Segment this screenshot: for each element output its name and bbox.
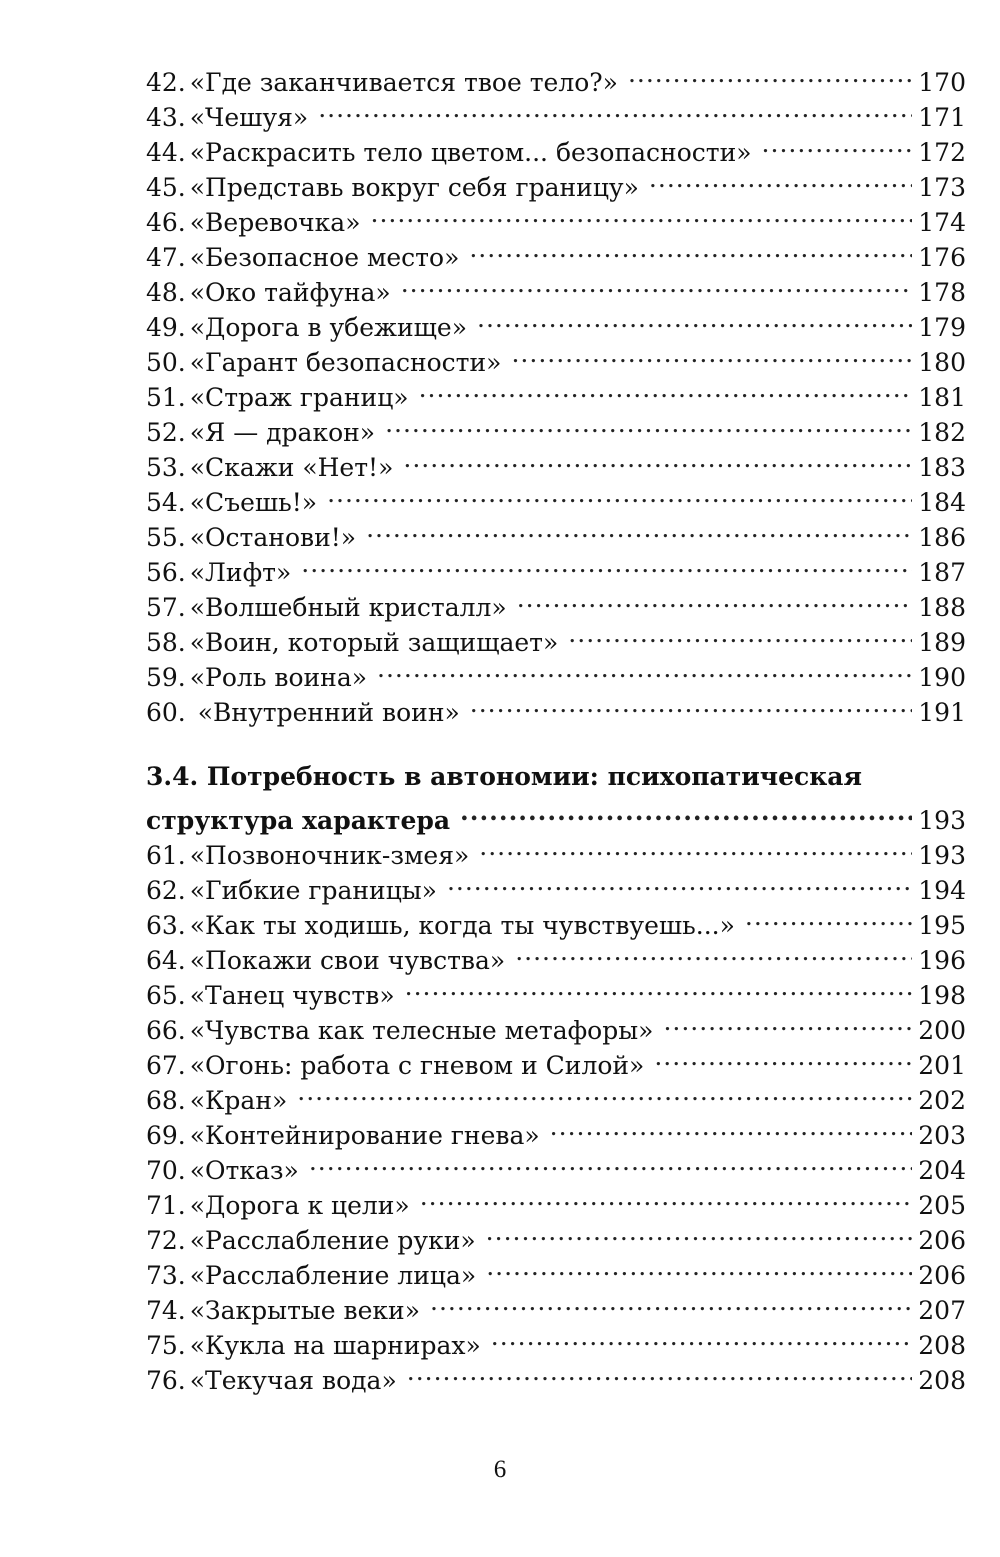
toc-entry-number: 51.	[146, 383, 186, 412]
dot-leader	[745, 899, 912, 934]
toc-entry-page: 208	[918, 1366, 966, 1395]
toc-entry-page: 182	[918, 418, 966, 447]
dot-leader	[486, 1214, 912, 1249]
toc-entry-number: 66.	[146, 1016, 186, 1045]
toc-entry-title: «Гибкие границы»	[189, 876, 437, 905]
toc-entry-page: 203	[918, 1121, 966, 1150]
toc-entry-title: «Чувства как телесные метафоры»	[189, 1016, 654, 1045]
toc-entry-number: 74.	[146, 1296, 186, 1325]
toc-entry-number: 46.	[146, 208, 186, 237]
dot-leader	[649, 161, 912, 196]
dot-leader	[419, 371, 912, 406]
dot-leader	[486, 1249, 912, 1284]
toc-list-part1	[146, 56, 966, 727]
toc-entry-number: 71.	[146, 1191, 186, 1220]
toc-entry-title: «Расслабление лица»	[189, 1261, 477, 1290]
toc-entry-page: 204	[918, 1156, 966, 1185]
toc-entry-number: 55.	[146, 523, 186, 552]
toc-entry-title: «Кукла на шарнирах»	[189, 1331, 481, 1360]
toc-entry-title: «Чешуя»	[189, 103, 309, 132]
toc-entry-page: 174	[918, 208, 966, 237]
toc-entry-number: 42.	[146, 68, 186, 97]
section-heading-line1: 3.4. Потребность в автономии: психопатическая	[146, 762, 862, 791]
dot-leader	[477, 301, 912, 336]
toc-entry-title: «Лифт»	[189, 558, 292, 587]
toc-entry-page: 200	[918, 1016, 966, 1045]
dot-leader	[366, 511, 912, 546]
toc-entry-number: 76.	[146, 1366, 186, 1395]
dot-leader	[420, 1179, 912, 1214]
toc-entry-number: 67.	[146, 1051, 186, 1080]
toc-entry-page: 198	[918, 981, 966, 1010]
toc-entry-page: 207	[918, 1296, 966, 1325]
toc-entry-page: 178	[918, 278, 966, 307]
toc-section	[146, 759, 966, 835]
toc-entry-title: «Я — дракон»	[189, 418, 376, 447]
toc-entry-title: «Волшебный кристалл»	[189, 593, 507, 622]
toc-entry-page: 193	[918, 841, 966, 870]
toc-entry-number: 60.	[146, 698, 186, 727]
dot-leader	[470, 686, 912, 721]
toc-entry-title: «Воин, который защищает»	[189, 628, 559, 657]
page-number: 6	[493, 1456, 507, 1483]
toc-entry-number: 63.	[146, 911, 186, 940]
dot-leader	[318, 91, 912, 126]
toc-entry-number: 70.	[146, 1156, 186, 1185]
toc-entry-title: «Съешь!»	[189, 488, 318, 517]
toc-entry-title: «Дорога к цели»	[189, 1191, 410, 1220]
toc-entry-title: «Огонь: работа с гневом и Силой»	[189, 1051, 645, 1080]
toc-entry-title: «Позвоночник-змея»	[189, 841, 470, 870]
toc-entry-page: 179	[918, 313, 966, 342]
dot-leader	[371, 196, 912, 231]
toc-entry-title: «Веревочка»	[189, 208, 361, 237]
toc-entry-page: 208	[918, 1331, 966, 1360]
toc-entry-number: 48.	[146, 278, 186, 307]
toc-entry-page: 187	[918, 558, 966, 587]
toc-entry-page: 183	[918, 453, 966, 482]
section-heading-line2: структура характера	[146, 806, 451, 835]
toc-entry-page: 184	[918, 488, 966, 517]
toc-entry-number: 73.	[146, 1261, 186, 1290]
dot-leader	[301, 546, 912, 581]
toc-entry-title: «Око тайфуна»	[189, 278, 391, 307]
toc-entry-page: 190	[918, 663, 966, 692]
toc-entry-title: «Закрытые веки»	[189, 1296, 420, 1325]
toc-entry-page: 171	[918, 103, 966, 132]
toc-entry	[146, 56, 966, 97]
toc-entry-page: 201	[918, 1051, 966, 1080]
toc-entry-number: 47.	[146, 243, 186, 272]
dot-leader	[377, 651, 912, 686]
toc-entry-title: «Текучая вода»	[189, 1366, 397, 1395]
toc-entry-title: «Страж границ»	[189, 383, 409, 412]
toc-entry-page: 180	[918, 348, 966, 377]
toc-entry-page: 205	[918, 1191, 966, 1220]
dot-leader	[385, 406, 912, 441]
dot-leader	[447, 864, 912, 899]
section-heading-row	[146, 794, 966, 835]
toc-entry-title: «Как ты ходишь, когда ты чувствуешь...»	[189, 911, 735, 940]
toc-entry-number: 58.	[146, 628, 186, 657]
toc-entry-page: 196	[918, 946, 966, 975]
toc-entry-title: «Останови!»	[189, 523, 357, 552]
toc-entry-title: «Расслабление руки»	[189, 1226, 476, 1255]
toc-entry-title: «Танец чувств»	[189, 981, 395, 1010]
toc-entry-page: 202	[918, 1086, 966, 1115]
toc-entry-page: 186	[918, 523, 966, 552]
toc-entry-title: «Гарант безопасности»	[189, 348, 502, 377]
toc-entry-title: «Покажи свои чувства»	[189, 946, 506, 975]
toc-entry-page: 172	[918, 138, 966, 167]
dot-leader	[309, 1144, 912, 1179]
dot-leader	[663, 1004, 912, 1039]
toc-entry-number: 52.	[146, 418, 186, 447]
toc-entry-number: 61.	[146, 841, 186, 870]
dot-leader	[628, 56, 912, 91]
dot-leader	[460, 794, 912, 829]
toc-page	[146, 56, 966, 1395]
toc-entry-number: 50.	[146, 348, 186, 377]
toc-entry-title: «Скажи «Нет!»	[189, 453, 394, 482]
toc-entry-number: 53.	[146, 453, 186, 482]
toc-entry-page: 170	[918, 68, 966, 97]
toc-entry-title: «Дорога в убежище»	[189, 313, 468, 342]
toc-entry-title: «Кран»	[189, 1086, 288, 1115]
toc-entry-number: 65.	[146, 981, 186, 1010]
toc-entry-number: 68.	[146, 1086, 186, 1115]
toc-entry-page: 206	[918, 1226, 966, 1255]
toc-entry-title: «Отказ»	[189, 1156, 299, 1185]
toc-entry-number: 72.	[146, 1226, 186, 1255]
dot-leader	[405, 969, 912, 1004]
toc-entry-title: «Раскрасить тело цветом... безопасности»	[189, 138, 752, 167]
toc-entry-number: 64.	[146, 946, 186, 975]
toc-list-part2	[146, 829, 966, 1395]
toc-entry-page: 194	[918, 876, 966, 905]
dot-leader	[491, 1319, 912, 1354]
toc-entry-page: 188	[918, 593, 966, 622]
dot-leader	[762, 126, 912, 161]
toc-entry-title: «Внутренний воин»	[197, 698, 460, 727]
dot-leader	[568, 616, 912, 651]
toc-entry-number: 59.	[146, 663, 186, 692]
dot-leader	[430, 1284, 912, 1319]
toc-entry-page: 206	[918, 1261, 966, 1290]
toc-entry-number: 56.	[146, 558, 186, 587]
dot-leader	[479, 829, 912, 864]
toc-entry-number: 54.	[146, 488, 186, 517]
toc-entry-title: «Представь вокруг себя границу»	[189, 173, 639, 202]
dot-leader	[654, 1039, 912, 1074]
toc-entry-title: «Где заканчивается твое тело?»	[189, 68, 618, 97]
dot-leader	[327, 476, 912, 511]
toc-entry-number: 43.	[146, 103, 186, 132]
toc-entry-title: «Роль воина»	[189, 663, 368, 692]
dot-leader	[511, 336, 912, 371]
toc-entry-number: 45.	[146, 173, 186, 202]
dot-leader	[515, 934, 912, 969]
toc-entry-page: 195	[918, 911, 966, 940]
toc-entry-page: 173	[918, 173, 966, 202]
toc-entry-title: «Безопасное место»	[189, 243, 460, 272]
dot-leader	[517, 581, 912, 616]
toc-entry-page: 189	[918, 628, 966, 657]
dot-leader	[401, 266, 912, 301]
section-page-number: 193	[918, 806, 966, 835]
toc-entry-number: 62.	[146, 876, 186, 905]
toc-entry-number: 57.	[146, 593, 186, 622]
dot-leader	[469, 231, 912, 266]
toc-entry-page: 181	[918, 383, 966, 412]
dot-leader	[407, 1354, 912, 1389]
dot-leader	[550, 1109, 912, 1144]
toc-entry-number: 49.	[146, 313, 186, 342]
toc-entry-page: 191	[918, 698, 966, 727]
dot-leader	[403, 441, 912, 476]
toc-entry-title: «Контейнирование гнева»	[189, 1121, 540, 1150]
toc-entry-number: 69.	[146, 1121, 186, 1150]
toc-entry-page: 176	[918, 243, 966, 272]
dot-leader	[297, 1074, 912, 1109]
toc-entry-number: 44.	[146, 138, 186, 167]
toc-entry-number: 75.	[146, 1331, 186, 1360]
